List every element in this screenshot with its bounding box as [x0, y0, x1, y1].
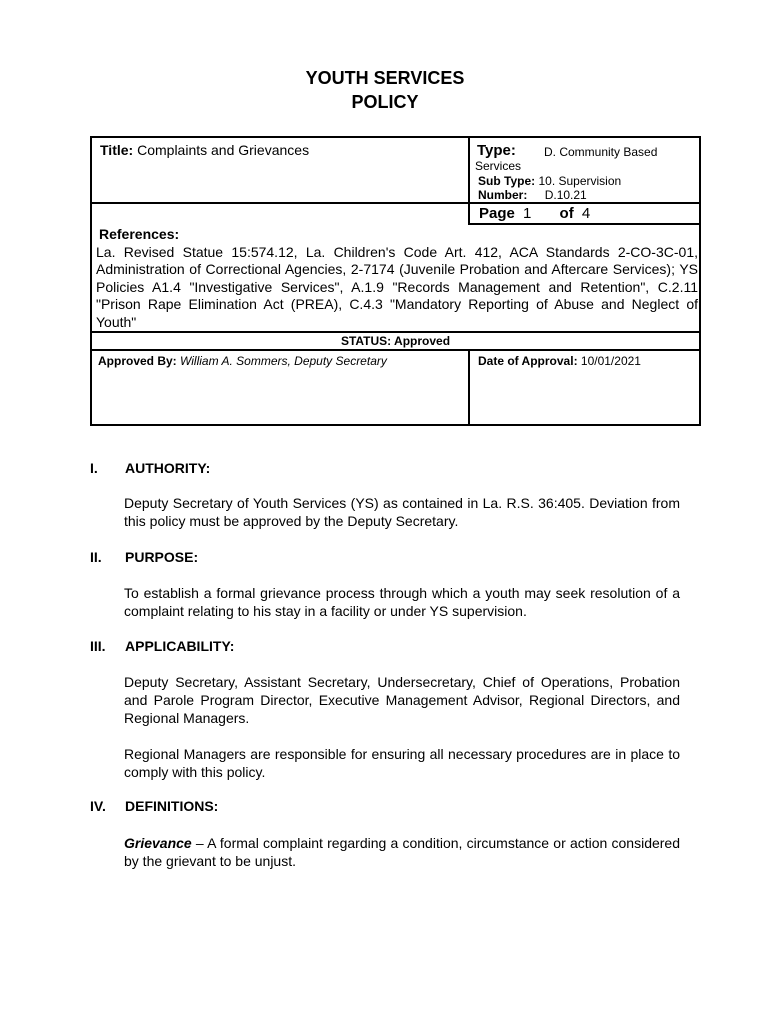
section-heading: APPLICABILITY:	[125, 638, 235, 654]
header-line-1: YOUTH SERVICES	[305, 68, 465, 88]
applicability-paragraph-1: Deputy Secretary, Assistant Secretary, Undersecretary, Chief of Operations, Probation and Parole Program Director, Executive Management Advisor, Regional Directors, and Regional Managers.	[124, 674, 680, 726]
divider-vertical-bottom	[468, 349, 470, 426]
subtype-label: Sub Type:	[478, 174, 536, 188]
type-label: Type:	[477, 142, 516, 159]
number-label: Number:	[478, 188, 528, 202]
number-cell	[478, 188, 587, 202]
type-cell	[477, 142, 516, 159]
approved-by-cell	[98, 354, 387, 368]
date-value: 10/01/2021	[580, 354, 641, 368]
purpose-paragraph: To establish a formal grievance process through which a youth may seek resolution of a complaint relating to his stay in a facility or under YS supervision.	[124, 585, 680, 619]
header-line-2: POLICY	[351, 92, 419, 112]
page-label: Page	[479, 205, 515, 222]
section-number: IV.	[90, 798, 106, 814]
authority-paragraph: Deputy Secretary of Youth Services (YS) as contained in La. R.S. 36:405. Deviation from this policy must be approved by the Deputy Secretary.	[124, 495, 680, 529]
section-heading: AUTHORITY:	[125, 460, 211, 476]
definition-term: Grievance	[124, 835, 192, 851]
status-text: STATUS: Approved	[340, 334, 451, 348]
page-of-label: of	[559, 205, 574, 222]
page-current: 1	[523, 205, 532, 222]
section-number: II.	[90, 549, 102, 565]
section-number: I.	[90, 460, 98, 476]
references-cell	[96, 226, 698, 332]
number-value: D.10.21	[544, 188, 587, 202]
policy-info-box	[90, 136, 701, 426]
page-total: 4	[581, 205, 591, 222]
divider-vertical-top	[468, 138, 470, 225]
divider-status	[92, 349, 699, 351]
divider-title-row	[92, 202, 699, 204]
references-label: References:	[99, 226, 180, 242]
divider-page-row	[468, 223, 699, 225]
section-heading: DEFINITIONS:	[125, 798, 219, 814]
subtype-cell	[478, 174, 621, 188]
date-label: Date of Approval:	[478, 354, 578, 368]
title-value: Complaints and Grievances	[137, 142, 310, 158]
document-header	[0, 66, 770, 114]
applicability-paragraph-2: Regional Managers are responsible for ensuring all necessary procedures are in place to comply with this policy.	[124, 746, 680, 780]
approved-by-label: Approved By:	[98, 354, 177, 368]
title-label: Title:	[100, 142, 134, 158]
references-text: La. Revised Statue 15:574.12, La. Children's Code Art. 412, ACA Standards 2-CO-3C-01, Administration of Correctional Agencies, 2-7174 (Juvenile Probation and Aftercare Services); YS Policies A1.4 "Investigative Services", A.1.9 "Records Management and Retention", C.2.11 "Prison Rape Elimination Act (PREA), C.4.3 "Mandatory Reporting of Abuse and Neglect of Youth"	[96, 243, 698, 330]
type-value-line2: Services	[475, 159, 522, 173]
section-number: III.	[90, 638, 106, 654]
type-value-line1: D. Community Based	[544, 145, 658, 159]
date-of-approval-cell	[478, 354, 641, 368]
approved-by-value: William A. Sommers, Deputy Secretary	[180, 354, 387, 368]
definition-grievance	[124, 834, 680, 870]
page-cell	[479, 205, 590, 222]
subtype-value: 10. Supervision	[538, 174, 622, 188]
definition-text: – A formal complaint regarding a condition, circumstance or action considered by the grievant to be unjust.	[124, 835, 680, 869]
title-cell	[100, 142, 309, 159]
section-heading: PURPOSE:	[125, 549, 199, 565]
